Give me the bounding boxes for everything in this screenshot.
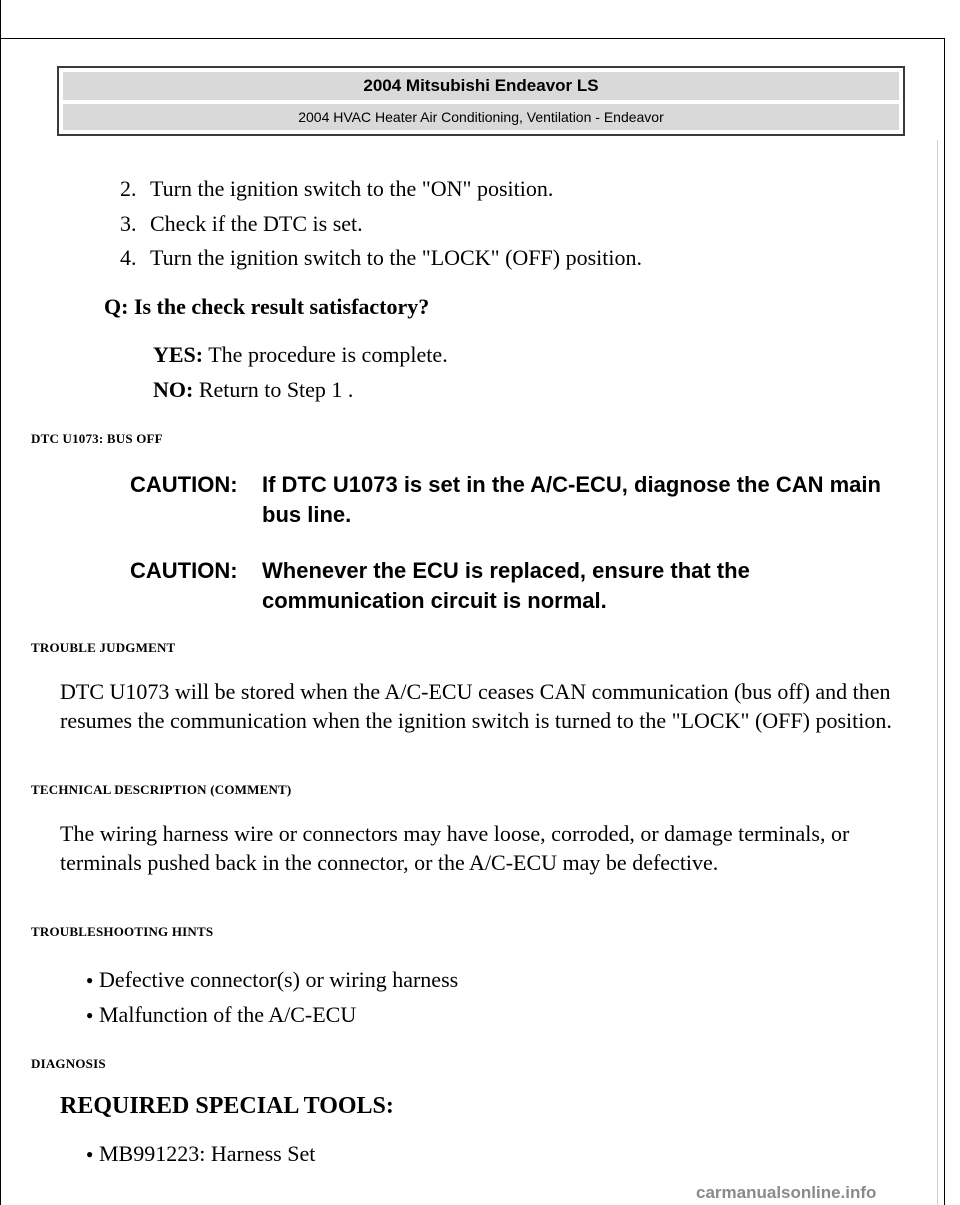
page-frame-left xyxy=(0,0,1,1205)
bullet-icon: ● xyxy=(86,1147,94,1161)
answer-yes xyxy=(153,342,448,368)
caution-text: If DTC U1073 is set in the A/C-ECU, diagnose the CAN main bus line. xyxy=(262,472,881,527)
caution-note xyxy=(130,470,910,530)
bullet-icon: ● xyxy=(86,1008,94,1022)
check-question: Q: Is the check result satisfactory? xyxy=(104,294,430,319)
step-text: Turn the ignition switch to the "ON" position. xyxy=(150,176,554,201)
document-header xyxy=(57,66,905,136)
section-heading-troubleshooting-hints: TROUBLESHOOTING HINTS xyxy=(31,924,214,939)
answer-no xyxy=(153,377,353,403)
step-item xyxy=(120,176,553,202)
list-item xyxy=(86,967,458,993)
caution-text: Whenever the ECU is replaced, ensure that the communication circuit is normal. xyxy=(262,558,750,613)
watermark: carmanualsonline.info xyxy=(696,1183,877,1202)
step-item xyxy=(120,211,363,237)
page-frame-top xyxy=(0,38,945,39)
step-number: 4. xyxy=(120,245,137,270)
step-number: 3. xyxy=(120,211,137,236)
caution-note xyxy=(130,556,910,616)
step-number: 2. xyxy=(120,176,137,201)
answer-yes-text: The procedure is complete. xyxy=(208,342,448,367)
header-title: 2004 Mitsubishi Endeavor LS xyxy=(63,72,899,100)
step-item xyxy=(120,245,642,271)
hint-text: Defective connector(s) or wiring harness xyxy=(99,967,459,992)
required-tools-heading: REQUIRED SPECIAL TOOLS: xyxy=(60,1093,394,1119)
page-inner-edge xyxy=(937,140,938,1205)
answer-no-text: Return to Step 1 . xyxy=(198,377,354,402)
hint-text: Malfunction of the A/C-ECU xyxy=(99,1002,357,1027)
caution-label: CAUTION: xyxy=(130,558,238,583)
bullet-icon: ● xyxy=(86,973,94,987)
page-frame-right xyxy=(944,38,945,1205)
tool-text: MB991223: Harness Set xyxy=(99,1141,316,1166)
header-subtitle: 2004 HVAC Heater Air Conditioning, Ventilation - Endeavor xyxy=(63,104,899,130)
answer-yes-label: YES: xyxy=(153,342,204,367)
section-heading-diagnosis: DIAGNOSIS xyxy=(31,1056,106,1071)
list-item xyxy=(86,1002,356,1028)
caution-label: CAUTION: xyxy=(130,472,238,497)
list-item xyxy=(86,1141,315,1167)
section-heading-trouble-judgment: TROUBLE JUDGMENT xyxy=(31,640,176,655)
technical-description-text: The wiring harness wire or connectors may have loose, corroded, or damage terminals, or terminals pushed back in the connector, or the A/C-ECU may be defective. xyxy=(60,821,850,875)
section-heading-dtc: DTC U1073: BUS OFF xyxy=(31,431,163,446)
answer-no-label: NO: xyxy=(153,377,194,402)
trouble-judgment-text: DTC U1073 will be stored when the A/C-ECU ceases CAN communication (bus off) and then resumes the communication when the ignition switch is turned to the "LOCK" (OFF) position. xyxy=(60,679,892,733)
step-text: Turn the ignition switch to the "LOCK" (OFF) position. xyxy=(150,245,643,270)
section-heading-technical-description: TECHNICAL DESCRIPTION (COMMENT) xyxy=(31,782,292,797)
step-text: Check if the DTC is set. xyxy=(150,211,363,236)
